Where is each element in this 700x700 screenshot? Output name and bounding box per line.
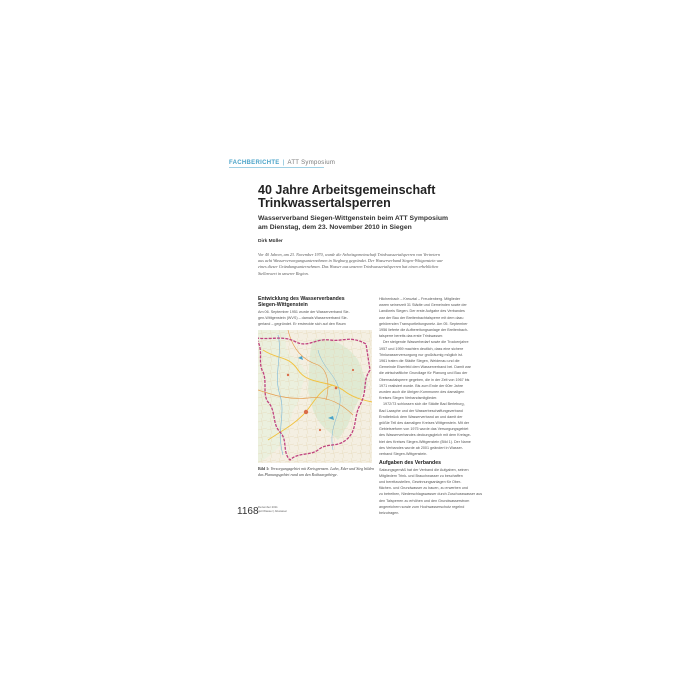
text-line: flächen- und Grundwasser zu bauen, zu erwerben und <box>379 486 468 491</box>
section-heading <box>258 296 372 309</box>
left-column <box>258 296 372 327</box>
text-line: Gemeinde Eiserfeld dem Wasserverband bei. Damit war <box>379 365 471 370</box>
text-line: Gebietsreform von 1975 wurde das Versorgungsgebiet <box>379 427 469 432</box>
text-line: Mitgliedern Trink- und Brauchwasser zu beschaffen <box>379 473 463 478</box>
lead-paragraph <box>258 252 493 277</box>
body-paragraph <box>258 309 372 328</box>
text-line: 1971 realisiert wurde. Bis zum Ende der 60er Jahre <box>379 383 464 388</box>
text-line: 1961 traten die Städte Siegen, Weidenau und die <box>379 359 460 364</box>
text-line: des Wasserverbandes deckungsgleich mit dem Kreisge- <box>379 433 471 438</box>
header-rule <box>229 167 324 168</box>
author-name: Dirk Müller <box>258 239 283 244</box>
text-line: die wirtschaftliche Grundlage für Planung und Bau der <box>379 371 468 376</box>
lead-line: Stellenwert in unserer Region. <box>258 270 309 276</box>
heading-line: Siegen-Wittgenstein <box>258 302 308 309</box>
text-line: Hilchenbach – Kreuztal – Freudenberg. Mitglieder <box>379 297 461 301</box>
map-graphic <box>258 330 372 463</box>
text-line: talsperre bereits das erste Trinkwasser. <box>379 334 444 339</box>
heading-line: Entwicklung des Wasserverbandes <box>258 296 345 302</box>
article-subtitle <box>258 215 488 232</box>
body-paragraph <box>379 401 493 457</box>
text-line: gehörenden Transportleitungsnetz. Am 05. September <box>379 321 468 326</box>
caption-line <box>258 466 374 472</box>
caption-text: Versorgungsgebiet mit Kreisgrenzen. Lahn, Eder und Sieg bilden <box>270 466 375 471</box>
article-title <box>258 184 488 210</box>
text-line: 1956 lieferte die Aufbereitungsanlage der Breitenbach- <box>379 328 469 333</box>
text-line: wurden auch die übrigen Kommunen des damaligen <box>379 390 465 395</box>
figure-caption <box>258 466 374 477</box>
issue-info <box>258 505 287 513</box>
supply-area-map <box>258 330 372 463</box>
body-paragraph <box>379 339 493 401</box>
text-line: und bereitzustellen, Gewinnungsanlagen für Ober- <box>379 479 462 484</box>
text-line: war der Bau der Breitenbachtalsperre mit dem dazu <box>379 315 464 320</box>
text-line: Trinkwasserversorgung nur großräumig möglich ist. <box>379 352 463 357</box>
body-paragraph <box>379 296 493 339</box>
text-line: gerland – gegründet. Er erstreckte sich auf den Raum <box>258 322 346 326</box>
text-line: Bad Laasphe und der Wasserbeschaffungsverband <box>379 408 463 413</box>
text-line: Am 06. September 1951 wurde der Wasserverband Sie- <box>258 309 350 314</box>
section-heading: Aufgaben des Verbandes <box>379 460 441 467</box>
text-line: biet des Kreises Siegen-Wittgenstein (Bild 1). Der Name <box>379 439 471 444</box>
section-divider: | <box>282 160 285 166</box>
text-line: verband Siegen-Wittgenstein. <box>379 452 428 457</box>
text-line: waren seinerzeit 31 Städte und Gemeinden sowie der <box>379 303 467 308</box>
text-line: des Verbandes wurde ab 2001 geändert in Wasser- <box>379 445 464 450</box>
section-header <box>229 160 335 166</box>
right-column <box>379 296 493 516</box>
page-number: 1168 <box>237 506 259 517</box>
text-line: zu betreiben, Niederschlagswasser durch Zuschusswasser aus <box>379 492 483 497</box>
magazine-page <box>200 140 500 560</box>
text-line: beizutragen. <box>379 511 400 515</box>
text-line: den Talsperren zu erhöhen und den Grundwasserstrom <box>379 498 470 503</box>
text-line: gen-Wittgenstein (WVS) – damals Wasserverband Sie- <box>258 315 348 320</box>
text-line: Erndtebrück dem Wasserverband an und damit der <box>379 414 463 419</box>
text-line: Landkreis Siegen. Der erste Aufgabe des Verbandes <box>379 309 465 314</box>
text-line: größte Teil des damaligen Kreises Wittgenstein. Mit der <box>379 421 470 426</box>
lead-line: Vor 40 Jahren, am 23. November 1970, wurde die Arbeitsgemeinschaft Trinkwassertalsperren von Vertretern <box>258 252 441 257</box>
issue-date: Dezember 2011 <box>258 505 278 509</box>
title-line: Trinkwassertalsperren <box>258 196 391 210</box>
lead-line: eines dieser Gründungsunternehmen. Das Wasser aus unseren Trinkwassertalsperren hat einen erheblichen <box>258 264 439 270</box>
text-line: Der steigende Wasserbedarf sowie die Trockenjahre <box>383 340 469 345</box>
subtitle-line: am Dienstag, dem 23. November 2010 in Siegen <box>258 223 412 231</box>
text-line: Satzungsgemäß hat der Verband die Aufgaben, seinen <box>379 467 469 472</box>
body-paragraph <box>379 467 493 517</box>
subtitle-line: Wasserverband Siegen-Wittgenstein beim ATT Symposium <box>258 215 449 222</box>
text-line: angereichern sowie zum Hochwasserschutz regelnd <box>379 504 465 509</box>
section-label: FACHBERICHTE <box>229 160 280 166</box>
issue-journal: gwf-Wasser | Abwasser <box>258 509 288 513</box>
text-line: 1972/73 schlossen sich die Städte Bad Berleburg, <box>383 402 465 407</box>
text-line: 1957 und 1959 machten deutlich, dass eine sichere <box>379 346 464 351</box>
caption-label: Bild 1: <box>258 466 270 471</box>
section-topic: ATT Symposium <box>287 160 336 166</box>
title-line: 40 Jahre Arbeitsgemeinschaft <box>258 183 436 197</box>
text-line: Obernautalsperre gegeben, die in der Zeit von 1967 bis <box>379 377 470 382</box>
text-line: Kreises Siegen Verbandsmitglieder. <box>379 396 438 401</box>
lead-line: aus acht Wasserversorgungsunternehmen in Siegburg gegründet. Der Wasserverband Siegen-Wittgenstein war <box>258 258 444 264</box>
caption-line: das Planungsgebiet rund um den Rothaargebirge. <box>258 471 338 477</box>
